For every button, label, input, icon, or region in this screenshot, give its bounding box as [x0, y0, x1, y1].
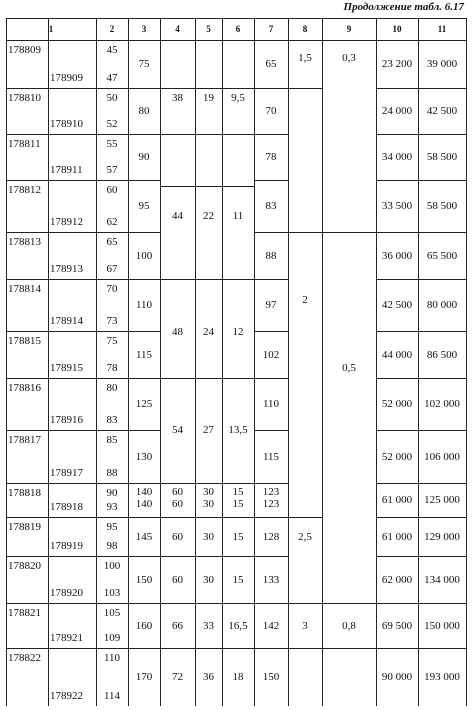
row-border: [6, 378, 128, 379]
col10-price: 61 000: [381, 494, 413, 506]
group-border: [322, 648, 376, 649]
col10-price: 52 000: [381, 450, 413, 463]
row-border: [376, 180, 466, 181]
group-border: [288, 232, 322, 233]
col4-value: 72: [172, 671, 183, 683]
col10-price: 52 000: [381, 398, 413, 410]
dimension-d1: 50: [106, 92, 118, 104]
col10-price: 69 500: [381, 619, 413, 632]
row-border: [6, 279, 128, 280]
col6-value: 15: [232, 573, 244, 586]
catalog-number-a: 178820: [8, 560, 41, 572]
col9-value: 0,8: [342, 619, 356, 632]
group-border: [288, 648, 322, 649]
col6-value: 15: [232, 530, 244, 543]
row-border: [128, 134, 160, 135]
header-bottom-border: [6, 40, 466, 41]
group-border: [160, 648, 254, 649]
group-border: [322, 232, 376, 233]
dimension-d1: 60: [106, 184, 118, 196]
row-border: [376, 603, 466, 604]
col3-value: 130: [135, 450, 153, 463]
row-border: [128, 603, 160, 604]
dimension-d1: 85: [106, 434, 118, 446]
row-border: [376, 378, 466, 379]
catalog-number-b: 178921: [50, 632, 83, 644]
col5-value: 30: [203, 530, 214, 543]
col7-value: 128: [262, 530, 280, 543]
catalog-number-a: 178822: [8, 652, 41, 664]
row-border: [6, 180, 128, 181]
row-border: [128, 648, 160, 649]
col7-value: 133: [262, 573, 280, 586]
dimension-d2: 93: [106, 501, 118, 513]
col7-value: 102: [262, 348, 280, 361]
col3-value: 125: [135, 398, 153, 410]
col7-value: 123: [262, 498, 280, 510]
column-header: 3: [141, 24, 147, 34]
catalog-number-a: 178810: [8, 92, 41, 104]
col8-value: 2: [302, 294, 308, 306]
catalog-number-a: 178816: [8, 382, 41, 394]
col8-value: 3: [302, 619, 308, 632]
row-border: [254, 483, 288, 484]
row-border: [376, 483, 466, 484]
dimension-d2: 67: [106, 263, 118, 275]
catalog-number-a: 178809: [8, 44, 41, 56]
col5-value: 36: [203, 671, 214, 683]
table-top-border: [6, 18, 466, 19]
dimension-d2: 88: [106, 467, 118, 479]
catalog-number-b: 178916: [50, 414, 83, 426]
dimension-d2: 98: [106, 540, 118, 552]
col9-value: 0,5: [342, 362, 356, 374]
col4-value: 60: [172, 486, 183, 498]
col11-price: 106 000: [424, 450, 460, 463]
col11-price: 86 500: [426, 348, 458, 361]
col8-value: 1,5: [298, 52, 312, 64]
row-border: [128, 88, 160, 89]
row-border: [376, 648, 466, 649]
col10-price: 42 500: [381, 299, 413, 311]
col7-value: 78: [265, 151, 277, 163]
col10-price: 90 000: [381, 671, 413, 683]
catalog-number-b: 178912: [50, 216, 83, 228]
col3-value: 100: [135, 249, 153, 262]
row-border: [6, 648, 128, 649]
catalog-number-b: 178917: [50, 467, 83, 479]
col6-value: 15: [232, 486, 244, 498]
col11-price: 58 500: [426, 200, 458, 212]
row-border: [254, 279, 288, 280]
dimension-d1: 80: [106, 382, 118, 394]
dimension-d1: 45: [106, 44, 118, 56]
row-border: [128, 180, 160, 181]
catalog-number-a: 178815: [8, 335, 41, 347]
catalog-number-a: 178817: [8, 434, 41, 446]
col11-price: 134 000: [424, 573, 460, 586]
row-border: [6, 556, 128, 557]
catalog-number-b: 178920: [50, 587, 83, 599]
dimension-d2: 109: [103, 632, 121, 644]
row-border: [6, 483, 128, 484]
col8-value: 2,5: [298, 531, 312, 543]
col3-value: 140: [135, 486, 153, 498]
row-border: [128, 232, 160, 233]
dimension-d1: 110: [103, 652, 121, 664]
row-border: [254, 603, 288, 604]
row-border: [128, 430, 160, 431]
catalog-number-a: 178814: [8, 283, 41, 295]
col7-value: 110: [262, 398, 280, 410]
column-header: 4: [175, 24, 180, 34]
col10-price: 36 000: [381, 249, 413, 262]
col11-price: 125 000: [424, 494, 460, 506]
col4-value: 38: [172, 92, 183, 104]
column-header: 7: [268, 24, 274, 34]
row-border: [128, 483, 160, 484]
dimension-d1: 90: [106, 487, 118, 499]
col10-price: 44 000: [381, 348, 413, 361]
catalog-number-a: 178821: [8, 607, 41, 619]
row-border: [376, 556, 466, 557]
row-border: [254, 430, 288, 431]
row-border: [128, 517, 160, 518]
group-border: [160, 517, 254, 518]
col7-value: 83: [265, 200, 277, 212]
group-border: [160, 88, 254, 89]
col4-value: 44: [172, 210, 183, 222]
row-border: [254, 331, 288, 332]
column-header: 6: [235, 24, 241, 34]
dimension-d2: 83: [106, 414, 118, 426]
col5-value: 22: [203, 210, 214, 222]
row-border: [6, 517, 128, 518]
dimension-d1: 55: [106, 138, 118, 150]
group-border: [160, 279, 254, 280]
group-border: [160, 483, 254, 484]
col11-price: 150 000: [424, 619, 460, 632]
col7-value: 123: [262, 486, 280, 498]
col11-price: 193 000: [424, 671, 460, 683]
group-border: [288, 603, 322, 604]
row-border: [128, 279, 160, 280]
dimension-d1: 75: [106, 335, 118, 347]
row-border: [376, 430, 466, 431]
col3-value: 170: [135, 671, 153, 683]
row-border: [6, 134, 128, 135]
column-header: 1: [48, 24, 54, 34]
col4-value: 54: [172, 424, 183, 436]
catalog-number-a: 178812: [8, 184, 41, 196]
dimension-d2: 73: [106, 315, 118, 327]
col11-price: 39 000: [426, 58, 458, 70]
column-header: 10: [392, 24, 402, 34]
row-border: [254, 88, 288, 89]
col3-value: 145: [135, 530, 153, 543]
col5-value: 19: [203, 92, 214, 104]
catalog-number-a: 178813: [8, 236, 41, 248]
col10-price: 23 200: [381, 58, 413, 70]
column-header: 9: [346, 24, 352, 34]
col11-price: 80 000: [426, 299, 458, 311]
col6-value: 18: [232, 671, 244, 683]
catalog-number-b: 178911: [50, 164, 83, 176]
catalog-number-b: 178909: [50, 72, 83, 84]
catalog-number-b: 178919: [50, 540, 83, 552]
col9-value: 0,3: [342, 52, 356, 64]
col4-value: 48: [172, 326, 183, 338]
col7-value: 115: [262, 450, 280, 463]
dimension-d1: 105: [103, 607, 121, 619]
col11-price: 65 500: [426, 249, 458, 262]
row-border: [6, 603, 128, 604]
col3-value: 90: [138, 151, 150, 163]
catalog-number-b: 178910: [50, 118, 83, 130]
dimension-d2: 103: [103, 587, 121, 599]
col10-price: 62 000: [381, 573, 413, 586]
catalog-number-a: 178818: [8, 487, 41, 499]
col3-value: 160: [135, 619, 153, 632]
col6-value: 11: [232, 210, 244, 222]
catalog-number-b: 178913: [50, 263, 83, 275]
catalog-number-b: 178915: [50, 362, 83, 374]
group-border: [322, 603, 376, 604]
row-border: [376, 331, 466, 332]
row-border: [6, 232, 128, 233]
column-header: 2: [109, 24, 115, 34]
col5-value: 33: [203, 619, 214, 632]
col3-value: 75: [138, 58, 150, 70]
row-border: [376, 232, 466, 233]
col11-price: 102 000: [424, 398, 460, 410]
dimension-d2: 62: [106, 216, 118, 228]
group-border: [160, 134, 254, 135]
catalog-number-a: 178811: [8, 138, 41, 150]
col5-value: 27: [203, 424, 214, 436]
col10-price: 34 000: [381, 151, 413, 163]
col6-value: 16,5: [228, 619, 248, 632]
col6-value: 13,5: [228, 424, 248, 436]
group-border: [160, 378, 254, 379]
dimension-d1: 100: [103, 560, 121, 572]
col6-value: 12: [232, 326, 244, 338]
col3-value: 80: [138, 105, 150, 117]
col3-value: 150: [135, 573, 153, 586]
col3-value: 95: [138, 200, 150, 212]
col5-value: 24: [203, 326, 214, 338]
dimension-d1: 70: [106, 283, 118, 295]
col7-value: 142: [262, 619, 280, 632]
row-border: [254, 134, 288, 135]
dimension-d2: 57: [106, 164, 118, 176]
col11-price: 42 500: [426, 105, 458, 117]
col3-value: 140: [135, 498, 153, 510]
col5-value: 30: [203, 573, 214, 586]
dimension-d2: 47: [106, 72, 118, 84]
group-border: [160, 556, 254, 557]
row-border: [128, 331, 160, 332]
col4-value: 60: [172, 573, 183, 586]
dimension-d1: 95: [106, 521, 118, 533]
col11-price: 58 500: [426, 151, 458, 163]
group-border: [288, 88, 322, 89]
column-header: 11: [437, 24, 447, 34]
row-border: [254, 378, 288, 379]
col11-price: 129 000: [424, 530, 460, 543]
col6-value: 9,5: [231, 92, 245, 104]
col10-price: 61 000: [381, 530, 413, 543]
col4-value: 60: [172, 530, 183, 543]
row-border: [6, 331, 128, 332]
row-border: [254, 180, 288, 181]
column-header: 5: [206, 24, 211, 34]
row-border: [128, 378, 160, 379]
col10-price: 24 000: [381, 105, 413, 117]
group-border: [160, 603, 254, 604]
column-border: [466, 18, 467, 706]
col7-value: 88: [265, 249, 277, 262]
catalog-number-b: 178922: [50, 690, 83, 702]
col7-value: 65: [265, 58, 277, 70]
col5-value: 30: [203, 486, 214, 498]
dimension-d2: 114: [103, 690, 121, 702]
table-caption: Продолжение табл. 6.17: [343, 1, 464, 13]
group-border: [160, 186, 254, 187]
col3-value: 115: [135, 348, 153, 361]
row-border: [6, 430, 128, 431]
row-border: [254, 648, 288, 649]
group-border: [288, 517, 322, 518]
row-border: [254, 517, 288, 518]
row-border: [254, 556, 288, 557]
row-border: [376, 517, 466, 518]
col4-value: 60: [172, 498, 183, 510]
col10-price: 33 500: [381, 200, 413, 212]
catalog-number-b: 178918: [50, 501, 83, 513]
row-border: [6, 88, 128, 89]
col7-value: 70: [265, 105, 277, 117]
col7-value: 150: [262, 671, 280, 683]
dimension-d2: 52: [106, 118, 118, 130]
col5-value: 30: [203, 498, 214, 510]
column-header: 8: [302, 24, 308, 34]
catalog-number-a: 178819: [8, 521, 41, 533]
col6-value: 15: [232, 498, 244, 510]
col7-value: 97: [265, 299, 277, 311]
row-border: [254, 232, 288, 233]
dimension-d2: 78: [106, 362, 118, 374]
row-border: [376, 279, 466, 280]
dimension-d1: 65: [106, 236, 118, 248]
row-border: [376, 88, 466, 89]
row-border: [376, 134, 466, 135]
catalog-number-b: 178914: [50, 315, 83, 327]
col4-value: 66: [172, 619, 183, 632]
row-border: [128, 556, 160, 557]
col3-value: 110: [135, 299, 153, 311]
